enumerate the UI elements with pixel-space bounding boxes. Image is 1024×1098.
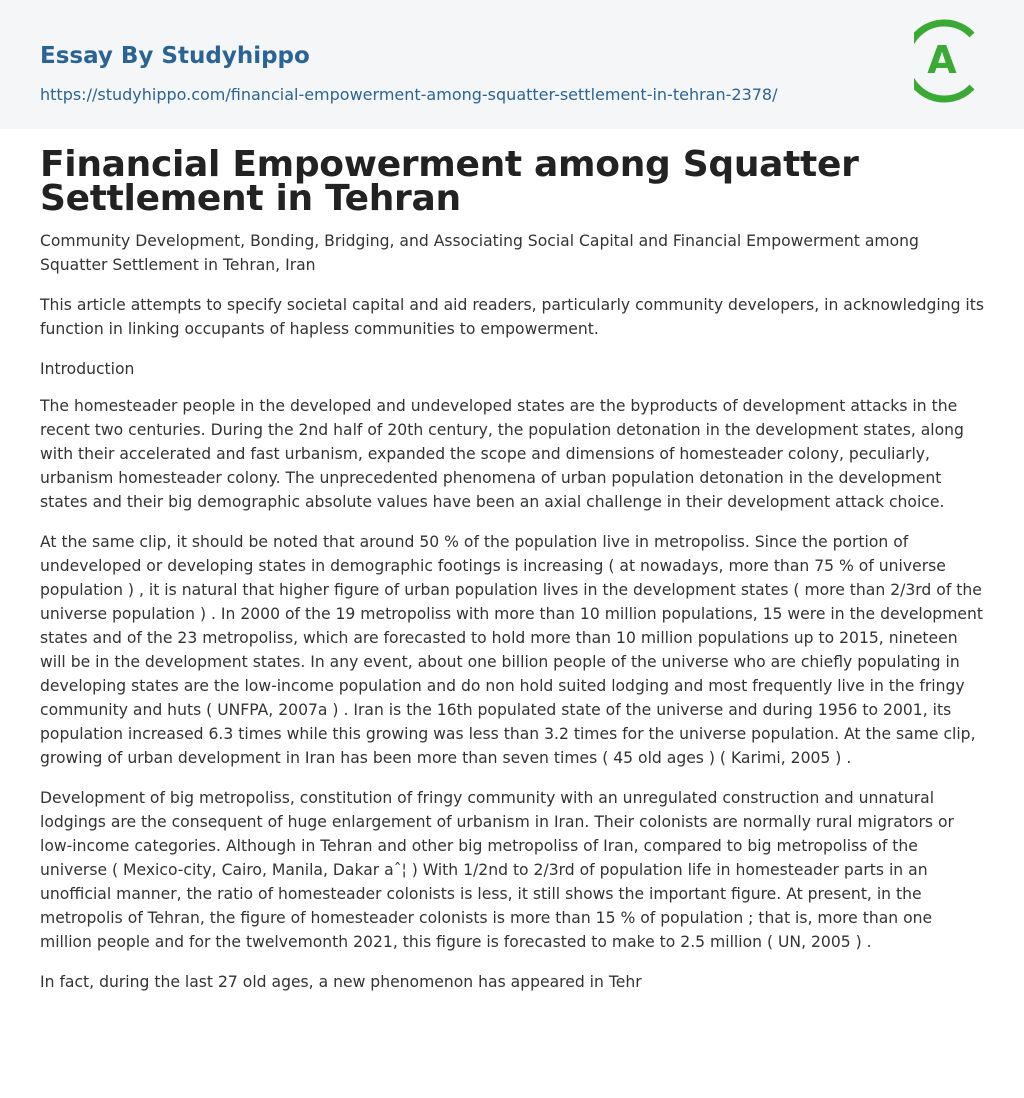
body-paragraph: In fact, during the last 27 old ages, a new phenomenon has appeared in Tehr xyxy=(40,973,642,991)
article-body xyxy=(0,144,1024,994)
section-heading: Introduction xyxy=(40,360,135,378)
page-title: Financial Empowerment among Squatter Settlement in Tehran xyxy=(40,144,859,219)
source-url-link[interactable]: https://studyhippo.com/financial-empowerment-among-squatter-settlement-in-tehran-2378/ xyxy=(40,85,778,104)
body-paragraph: The homesteader people in the developed and undeveloped states are the byproducts of development attacks in the recent two centuries. During the 2nd half of 20th century, the population detonation in the development states, along with their accelerated and fast urbanism, expanded the scope and dimensions of homesteader colony, peculiarly, urbanism homesteader colony. The unprecedented phenomena of urban population detonation in the development states and their big demographic absolute values have been an axial challenge in their development attack choice. xyxy=(40,397,964,511)
logo-letter: A xyxy=(927,38,957,82)
brand-title[interactable]: Essay By Studyhippo xyxy=(40,43,310,69)
body-paragraph: Development of big metropoliss, constitution of fringy community with an unregulated construction and unnatural lodgings are the consequent of huge enlargement of urbanism in Iran. Their colonists are normally rural migrators or low-income categories. Although in Tehran and other big metropoliss of Iran, compared to big metropoliss of the universe ( Mexico-city, Cairo, Manila, Dakar aˆ¦ ) With 1/2nd to 2/3rd of population life in homesteader parts in an unofficial manner, the ratio of homesteader colonists is less, it still shows the important figure. At present, in the metropolis of Tehran, the figure of homesteader colonists is more than 15 % of population ; that is, more than one million people and for the twelvemonth 2021, this figure is forecasted to make to 2.5 million ( UN, 2005 ) . xyxy=(40,789,954,951)
body-paragraph: At the same clip, it should be noted that around 50 % of the population live in metropoliss. Since the portion of undeveloped or developing states in demographic footings is increasing ( at nowadays, more than 75 % of universe population ) , it is natural that higher figure of urban population lives in the development states ( more than 2/3rd of the universe population ) . In 2000 of the 19 metropoliss with more than 10 million populations, 15 were in the development states and of the 23 metropoliss, which are forecasted to hold more than 10 million populations up to 2015, nineteen will be in the development states. In any event, about one billion people of the universe who are chiefly populating in developing states are the low-income population and do non hold suited lodging and most frequently live in the fringy community and huts ( UNFPA, 2007a ) . Iran is the 16th populated state of the universe and during 1956 to 2001, its population increased 6.3 times while this growing was less than 3.2 times for the universe population. At the same clip, growing of urban development in Iran has been more than seven times ( 45 old ages ) ( Karimi, 2005 ) . xyxy=(40,533,983,767)
site-header xyxy=(0,0,1024,129)
logo-icon[interactable] xyxy=(914,18,986,104)
article-subtitle: Community Development, Bonding, Bridging, and Associating Social Capital and Financial Empowerment among Squatter Settlement in Tehran, Iran xyxy=(40,232,919,274)
abstract-paragraph: This article attempts to specify societal capital and aid readers, particularly community developers, in acknowledging its function in linking occupants of hapless communities to empowerment. xyxy=(40,296,985,338)
